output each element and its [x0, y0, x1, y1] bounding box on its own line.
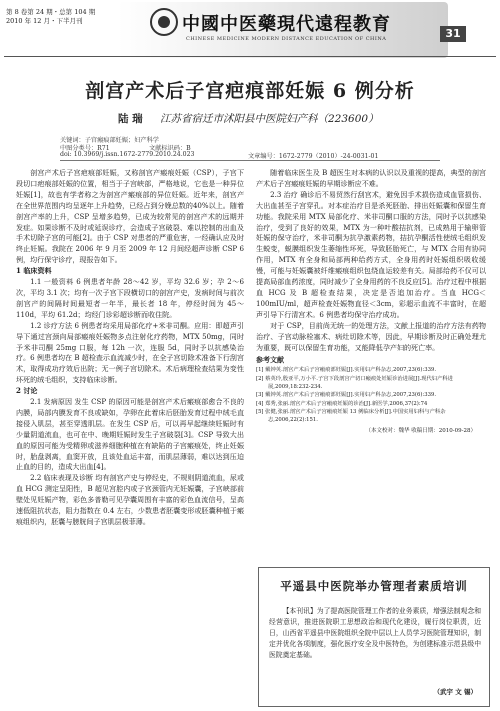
news-box-title: 平遥县中医院举办管理者素质培训 — [280, 579, 468, 593]
section-heading: 2 讨论 — [16, 386, 38, 396]
paragraph: 剖宫产术后子宫疤痕部妊娠，又称剖宫产瘢痕妊娠（CSP），子宫下段切口疤痕部妊娠的位置，相当于子宫峡部，严格地说，它也是一种异位妊娠[1]，故也有学者称之为剖宫产瘢痕部的异位妊娠。近年来，剖宫产在全世界范围内均呈逐年上升趋势，已经占到分娩总数的40%以上。随着剖宫产率的上升，CSP 呈增多趋势，已成为较常见的剖宫产术的远期并发症。如果诊断不及时或延误诊疗，会造成子宫破裂、难以控制的出血及手术切除子宫的可能[2]。由于 CSP 对患者的严重危害，一经确认应及时终止妊娠。我院在 2006 年 9 月至 2009 年 12 月间经超声诊断 CSP 6 例，均行保守诊疗，现报告如下。 — [16, 168, 244, 265]
article-number: 文章编号：1672-2779（2010）-24-0031-01 — [248, 153, 379, 160]
news-box — [258, 567, 490, 707]
issue-info — [6, 8, 95, 26]
article-title: 剖宫产术后子宫疤痕部妊娠 6 例分析 — [85, 80, 415, 102]
reference-item: [2] 蔡英玲,殷亚平,万小平.子宫下段剖宫产切口瘢痕处妊娠诊治进展[J].现代妇产科进展,2009,18:232-234. — [256, 375, 453, 390]
journal-brand: 中國中医藥現代遠程教育 — [182, 14, 391, 35]
right-column — [256, 168, 486, 437]
reference-item: [1] 戴钟英.剖宫产术后子宫瘢痕部妊娠[J].实用妇产科杂志,2007,23(6):339. — [256, 367, 437, 374]
section-heading: 1 临床资料 — [16, 266, 52, 276]
paragraph: 2.3 治疗 确诊后不易贸然行刮宫术，避免因手术损伤造成血管损伤、大出血甚至子宫穿孔。对本症治疗目是杀死胚胎、排出妊娠囊和保留生育功能。我院采用 MTX 局部化疗、米非司酮口服的方法，同时予以抗感染治疗，受到了良好的效果，MTX 为一种叶酸拮抗剂，已成熟用于输卵管妊娠的保守治疗，米非司酮为抗孕激素药物，拮抗孕酮活性使绒毛组织发生蜕变，蜕膜组织发生萎缩性坏死，导致胚胎死亡，与 MTX 合用有协同作用，MTX 有全身和局部两种给药方式，全身用药时妊娠组织吸收缓慢，可能与妊娠囊被纤维瘢痕组织包绕血运较差有关。局部给药不仅可以提高局部血药浓度，同时减少了全身用药的不良反应[5]。治疗过程中根据血 HCG 及 B 超检查结果，决定是否追加治疗。当血 HCG＜100mIU/ml，超声检查妊娠物直径＜3cm，彩超示血流不丰富时，在超声引导下行清宫术。6 例患者均保守治疗成功。 — [256, 189, 486, 319]
journal-logo-icon — [150, 8, 178, 36]
reference-item: [5] 张健,张丽.剖宫产术后子宫瘢痕妊娠 13 例临床分析[J].中国实用妇科与产科杂志,2006,22(2):151. — [256, 408, 446, 424]
paragraph: 2.2 临床表现及诊断 均有剖宫产史与停经史，不规则阴道流血，尿或血 HCG 测定呈阳性，B 超见宫腔内或子宫颈管内无妊娠囊，子宫峡部前壁处见妊娠产物，彩色多普勒可见孕囊周围有丰富的彩色血流信号，呈高速低阻抗状态，阻力指数在 0.4 左右，少数患者胚囊变形或胚囊种植于瘢痕组织内，胚囊与膀胱间子宫肌层极菲薄。 — [16, 473, 244, 526]
paragraph: 1.1 一般资料 6 例患者年龄 28～42 岁，平均 32.6 岁；孕 2～6 次，平均 3.1 次；均有一次子宫下段横切口的剖宫产史，发病时间与前次剖宫产的间隔时间最短者一年半，最长者 18 年，停经时间为 45～110d，平均 61.2d；均经门诊彩超诊断而收住院。 — [16, 277, 244, 319]
classification: 中图分类号：R71 文献标识码：B — [60, 145, 191, 152]
keywords: 关键词：子宫瘢痕部妊娠；妇产科学 — [60, 137, 159, 144]
reference-item: [3] 戴钟英.剖宫产术后子宫瘢痕部妊娠[J].实用妇产科杂志,2007,23(6):339. — [256, 392, 437, 399]
received-date: （本文校对：魏华 收稿日期：2010-09-28） — [365, 428, 476, 435]
paragraph: 随着临床医生及 B 超医生对本病的认识以及重视的提高，典型的剖宫产术后子宫瘢痕妊娠的早期诊断应不难。 — [256, 168, 486, 188]
issue-line-1: 第 8 卷第 24 期・总第 104 期 — [6, 8, 96, 16]
doi: doi: 10.3969/j.issn.1672-2779.2010.24.023 — [60, 151, 195, 158]
author-name: 陆 瑞 — [118, 113, 143, 125]
author-line — [118, 111, 379, 126]
meta-divider — [60, 160, 440, 161]
issue-line-2: 2010 年 12 月・下半月刊 — [6, 17, 83, 25]
author-affiliation: 江苏省宿迁市沭阳县中医院妇产科（223600） — [160, 113, 379, 125]
reference-item: [4] 郑秀,张丽.剖宫产术后子宫瘢痕妊娠的诊治[J].新医学,2006,37(2):74 — [256, 400, 428, 407]
journal-header — [0, 0, 500, 58]
references-heading: 参考文献 — [256, 356, 284, 365]
paragraph: 2.1 发病原因 发生 CSP 的原因可能是剖宫产术后瘢痕部愈合不良的内膜，局部内膜发育不良或缺如，孕卵在此着床后胚胎发育过程中绒毛直接侵入肌层，甚至穿透肌层。在发生 CSP 后，可以再早起继续妊娠时有少量阴道流血，也可在中、晚期妊娠时发生子宫破裂[3]。CSP 导致大出血的原因可能为受精卵或滋养细胞种植在有缺陷的子宫瘢痕处，终止妊娠时，胎盘剥离，血窦开放，且该处血运丰富，而肌层薄弱，难以达到压迫止血的目的，造成大出血[4]。 — [16, 397, 244, 472]
paragraph: 1.2 诊疗方法 6 例患者均采用局部化疗+米非司酮。应用：即超声引导下通过宫颈向局部瘢痕妊娠物多点注射化疗药物，MTX 50mg，同时予米非司酮 25mg 口服，每 12h 一次，连服 5d，同时予以抗感染治疗。6 例患者均在 B 超检查示血流减少时，在全子宫切除术准备下行刮宫术，取得成功疗效后出院；无一例子宫切除术。术后病理检查结果为变性坏死的绒毛组织，支持临床诊断。 — [16, 320, 244, 385]
left-column — [16, 168, 244, 528]
paragraph: 对于 CSP，目前尚无统一的处理方法，文献上报道的治疗方法有药物治疗、子宫动脉栓塞术、病灶切除术等，因此，早期诊断及时正确处理尤为重要，既可以保留生育功能，又能降低孕产妇的死亡率。 — [256, 320, 486, 352]
header-rule — [4, 56, 496, 57]
journal-brand-english: CHINESE MEDICINE MODERN DISTANCE EDUCATION OF CHINA — [186, 36, 387, 42]
news-box-text: 【本刊讯】为了提高医院管理工作者的业务素质，增强法制观念和经营意识，推进医院职工思想政治和现代化建设，履行岗位职责，近日，山西省平遥县中医院组织全院中层以上人员学习医院管理知识，制定并优化各项制度，强化医疗安全及中医特色，为创建标准示范县级中医院奠定基础。 — [269, 607, 481, 659]
page-number: 31 — [440, 26, 466, 42]
news-box-signature: （武宇 文 锡） — [433, 688, 477, 696]
